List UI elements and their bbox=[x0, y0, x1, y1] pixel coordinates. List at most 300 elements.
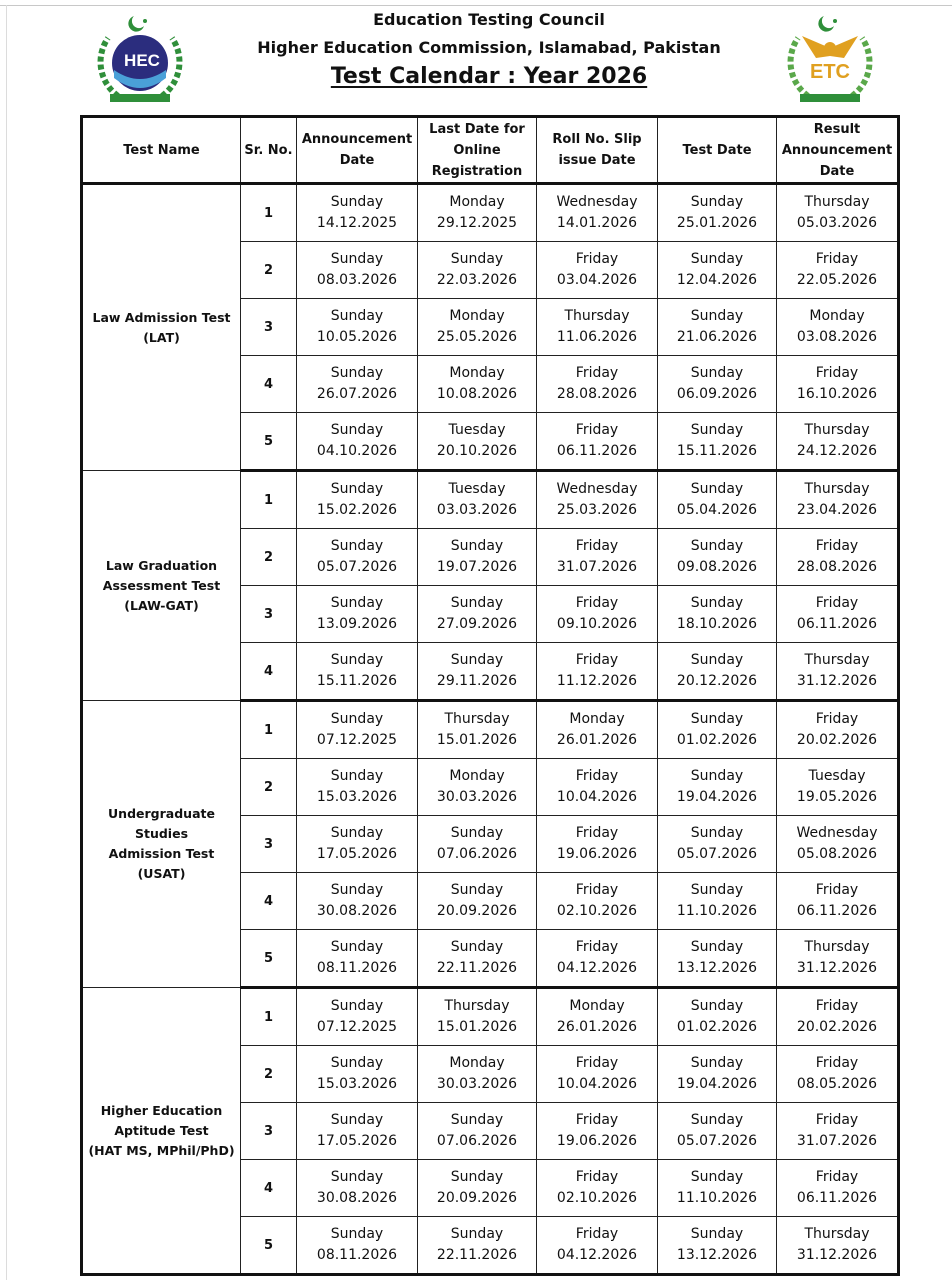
serial-number-cell: 3 bbox=[241, 299, 297, 356]
date-value: 22.11.2026 bbox=[436, 1247, 518, 1263]
date-value: 16.10.2026 bbox=[796, 386, 878, 402]
date-cell bbox=[658, 1217, 777, 1275]
date-value: 03.04.2026 bbox=[556, 272, 638, 288]
weekday: Sunday bbox=[450, 939, 504, 955]
weekday: Thursday bbox=[444, 998, 510, 1014]
weekday: Sunday bbox=[450, 1112, 504, 1128]
weekday: Friday bbox=[575, 1226, 619, 1242]
date-value: 19.07.2026 bbox=[436, 559, 518, 575]
document-header bbox=[0, 8, 952, 113]
column-header: Result Announcement Date bbox=[777, 117, 899, 184]
date-cell bbox=[658, 701, 777, 759]
weekday: Sunday bbox=[690, 194, 744, 210]
date-value: 01.02.2026 bbox=[676, 1019, 758, 1035]
date-cell bbox=[537, 242, 658, 299]
date-cell bbox=[777, 471, 899, 529]
date-value: 19.04.2026 bbox=[676, 1076, 758, 1092]
date-value: 15.02.2026 bbox=[316, 502, 398, 518]
date-cell bbox=[777, 701, 899, 759]
date-value: 30.03.2026 bbox=[436, 1076, 518, 1092]
weekday: Monday bbox=[809, 308, 865, 324]
date-cell bbox=[537, 413, 658, 471]
weekday: Monday bbox=[569, 998, 625, 1014]
test-name-line: (LAW-GAT) bbox=[124, 597, 199, 613]
date-cell bbox=[418, 413, 537, 471]
weekday: Friday bbox=[815, 711, 859, 727]
date-value: 08.11.2026 bbox=[316, 1247, 398, 1263]
date-cell bbox=[297, 1217, 418, 1275]
date-value: 08.05.2026 bbox=[796, 1076, 878, 1092]
date-value: 22.05.2026 bbox=[796, 272, 878, 288]
weekday: Sunday bbox=[450, 595, 504, 611]
weekday: Sunday bbox=[690, 882, 744, 898]
date-value: 22.11.2026 bbox=[436, 960, 518, 976]
date-cell bbox=[297, 471, 418, 529]
weekday: Monday bbox=[449, 768, 505, 784]
date-cell bbox=[418, 242, 537, 299]
date-cell bbox=[658, 299, 777, 356]
weekday: Friday bbox=[815, 882, 859, 898]
serial-number-cell: 1 bbox=[241, 471, 297, 529]
weekday: Thursday bbox=[564, 308, 630, 324]
test-name-cell bbox=[82, 988, 241, 1275]
weekday: Friday bbox=[815, 1169, 859, 1185]
date-value: 03.08.2026 bbox=[796, 329, 878, 345]
date-value: 08.03.2026 bbox=[316, 272, 398, 288]
date-value: 26.01.2026 bbox=[556, 1019, 638, 1035]
date-value: 06.11.2026 bbox=[796, 903, 878, 919]
weekday: Sunday bbox=[690, 711, 744, 727]
date-value: 31.12.2026 bbox=[796, 673, 878, 689]
date-cell bbox=[777, 816, 899, 873]
date-cell bbox=[777, 184, 899, 242]
date-value: 26.01.2026 bbox=[556, 732, 638, 748]
weekday: Sunday bbox=[690, 768, 744, 784]
weekday: Sunday bbox=[330, 1055, 384, 1071]
weekday: Sunday bbox=[690, 1226, 744, 1242]
date-cell bbox=[777, 988, 899, 1046]
date-value: 20.09.2026 bbox=[436, 1190, 518, 1206]
date-value: 15.03.2026 bbox=[316, 789, 398, 805]
date-value: 19.04.2026 bbox=[676, 789, 758, 805]
date-value: 05.08.2026 bbox=[796, 846, 878, 862]
date-cell bbox=[537, 1046, 658, 1103]
date-value: 07.12.2025 bbox=[316, 732, 398, 748]
weekday: Sunday bbox=[690, 652, 744, 668]
date-value: 24.12.2026 bbox=[796, 443, 878, 459]
commission-name: Higher Education Commission, Islamabad, Pakistan bbox=[257, 38, 721, 57]
date-cell bbox=[658, 873, 777, 930]
weekday: Sunday bbox=[690, 595, 744, 611]
date-cell bbox=[297, 413, 418, 471]
date-cell bbox=[418, 299, 537, 356]
date-value: 30.08.2026 bbox=[316, 1190, 398, 1206]
test-name-line: Law Admission Test bbox=[92, 309, 231, 325]
date-cell bbox=[658, 1160, 777, 1217]
date-value: 06.11.2026 bbox=[796, 1190, 878, 1206]
council-name: Education Testing Council bbox=[373, 10, 605, 29]
weekday: Thursday bbox=[804, 194, 870, 210]
serial-number-cell: 1 bbox=[241, 184, 297, 242]
weekday: Sunday bbox=[690, 538, 744, 554]
weekday: Tuesday bbox=[448, 481, 506, 497]
date-cell bbox=[537, 356, 658, 413]
date-value: 13.12.2026 bbox=[676, 960, 758, 976]
weekday: Friday bbox=[815, 538, 859, 554]
date-value: 31.07.2026 bbox=[556, 559, 638, 575]
serial-number-cell: 3 bbox=[241, 586, 297, 643]
weekday: Sunday bbox=[330, 882, 384, 898]
weekday: Sunday bbox=[690, 365, 744, 381]
date-value: 19.06.2026 bbox=[556, 1133, 638, 1149]
weekday: Friday bbox=[575, 251, 619, 267]
weekday: Sunday bbox=[450, 1169, 504, 1185]
test-name-cell bbox=[82, 701, 241, 988]
date-cell bbox=[777, 1160, 899, 1217]
date-cell bbox=[418, 988, 537, 1046]
weekday: Sunday bbox=[330, 422, 384, 438]
serial-number-cell: 4 bbox=[241, 356, 297, 413]
weekday: Sunday bbox=[330, 998, 384, 1014]
date-cell bbox=[537, 299, 658, 356]
date-cell bbox=[658, 1046, 777, 1103]
date-cell bbox=[777, 242, 899, 299]
test-name-line: Admission Test bbox=[108, 846, 215, 861]
date-cell bbox=[297, 1046, 418, 1103]
test-calendar-table bbox=[80, 115, 900, 1276]
table-row bbox=[82, 988, 899, 1046]
date-value: 23.04.2026 bbox=[796, 502, 878, 518]
serial-number-cell: 5 bbox=[241, 413, 297, 471]
date-cell bbox=[537, 930, 658, 988]
date-cell bbox=[658, 643, 777, 701]
weekday: Sunday bbox=[330, 768, 384, 784]
weekday: Sunday bbox=[450, 1226, 504, 1242]
weekday: Sunday bbox=[330, 251, 384, 267]
date-value: 22.03.2026 bbox=[436, 272, 518, 288]
date-value: 29.12.2025 bbox=[436, 215, 518, 231]
date-cell bbox=[658, 413, 777, 471]
etc-logo bbox=[780, 8, 880, 108]
weekday: Wednesday bbox=[556, 481, 638, 497]
date-cell bbox=[297, 184, 418, 242]
serial-number-cell: 3 bbox=[241, 816, 297, 873]
test-name-line: Undergraduate Studies bbox=[108, 806, 215, 841]
weekday: Sunday bbox=[330, 939, 384, 955]
date-value: 15.01.2026 bbox=[436, 1019, 518, 1035]
date-cell bbox=[658, 988, 777, 1046]
test-name-cell bbox=[82, 184, 241, 471]
weekday: Sunday bbox=[330, 308, 384, 324]
column-header: Sr. No. bbox=[241, 117, 297, 184]
date-cell bbox=[537, 1217, 658, 1275]
date-cell bbox=[658, 759, 777, 816]
date-cell bbox=[777, 643, 899, 701]
weekday: Sunday bbox=[690, 1112, 744, 1128]
weekday: Thursday bbox=[804, 422, 870, 438]
date-cell bbox=[777, 1046, 899, 1103]
serial-number-cell: 2 bbox=[241, 759, 297, 816]
date-value: 11.06.2026 bbox=[556, 329, 638, 345]
date-cell bbox=[777, 1103, 899, 1160]
date-value: 15.01.2026 bbox=[436, 732, 518, 748]
column-header: Announcement Date bbox=[297, 117, 418, 184]
date-value: 10.08.2026 bbox=[436, 386, 518, 402]
date-value: 14.01.2026 bbox=[556, 215, 638, 231]
weekday: Friday bbox=[575, 1112, 619, 1128]
weekday: Sunday bbox=[330, 1169, 384, 1185]
date-value: 13.12.2026 bbox=[676, 1247, 758, 1263]
test-name-line: (USAT) bbox=[137, 866, 186, 881]
date-cell bbox=[777, 759, 899, 816]
date-value: 10.05.2026 bbox=[316, 329, 398, 345]
weekday: Sunday bbox=[450, 538, 504, 554]
date-cell bbox=[537, 1160, 658, 1217]
weekday: Sunday bbox=[330, 652, 384, 668]
test-name-line: Aptitude Test bbox=[114, 1122, 209, 1138]
weekday: Friday bbox=[575, 652, 619, 668]
date-cell bbox=[297, 529, 418, 586]
weekday: Thursday bbox=[804, 481, 870, 497]
date-value: 02.10.2026 bbox=[556, 903, 638, 919]
date-cell bbox=[777, 1217, 899, 1275]
date-cell bbox=[658, 184, 777, 242]
date-cell bbox=[537, 816, 658, 873]
weekday: Friday bbox=[815, 1055, 859, 1071]
date-cell bbox=[297, 299, 418, 356]
date-value: 04.10.2026 bbox=[316, 443, 398, 459]
weekday: Sunday bbox=[690, 481, 744, 497]
date-cell bbox=[297, 759, 418, 816]
weekday: Sunday bbox=[690, 251, 744, 267]
weekday: Friday bbox=[575, 422, 619, 438]
weekday: Friday bbox=[575, 939, 619, 955]
weekday: Friday bbox=[815, 595, 859, 611]
serial-number-cell: 1 bbox=[241, 701, 297, 759]
weekday: Wednesday bbox=[556, 194, 638, 210]
column-header: Test Name bbox=[82, 117, 241, 184]
date-cell bbox=[297, 1103, 418, 1160]
weekday: Sunday bbox=[450, 825, 504, 841]
date-value: 14.12.2025 bbox=[316, 215, 398, 231]
date-cell bbox=[297, 586, 418, 643]
date-value: 05.07.2026 bbox=[676, 846, 758, 862]
date-cell bbox=[418, 529, 537, 586]
date-cell bbox=[418, 184, 537, 242]
date-value: 19.05.2026 bbox=[796, 789, 878, 805]
weekday: Sunday bbox=[690, 422, 744, 438]
weekday: Monday bbox=[449, 365, 505, 381]
date-cell bbox=[297, 356, 418, 413]
serial-number-cell: 4 bbox=[241, 643, 297, 701]
date-value: 31.07.2026 bbox=[796, 1133, 878, 1149]
date-value: 19.06.2026 bbox=[556, 846, 638, 862]
column-header: Test Date bbox=[658, 117, 777, 184]
date-cell bbox=[658, 529, 777, 586]
date-cell bbox=[297, 873, 418, 930]
date-cell bbox=[537, 1103, 658, 1160]
date-cell bbox=[297, 816, 418, 873]
weekday: Monday bbox=[449, 194, 505, 210]
date-value: 11.10.2026 bbox=[676, 903, 758, 919]
date-value: 15.03.2026 bbox=[316, 1076, 398, 1092]
serial-number-cell: 2 bbox=[241, 1046, 297, 1103]
date-value: 25.01.2026 bbox=[676, 215, 758, 231]
weekday: Sunday bbox=[330, 538, 384, 554]
date-value: 18.10.2026 bbox=[676, 616, 758, 632]
weekday: Sunday bbox=[330, 825, 384, 841]
table-row bbox=[82, 184, 899, 242]
weekday: Sunday bbox=[330, 595, 384, 611]
date-value: 06.11.2026 bbox=[796, 616, 878, 632]
date-value: 06.11.2026 bbox=[556, 443, 638, 459]
date-cell bbox=[777, 413, 899, 471]
weekday: Friday bbox=[575, 365, 619, 381]
etc-logo-text: ETC bbox=[810, 61, 850, 83]
date-value: 15.11.2026 bbox=[316, 673, 398, 689]
weekday: Sunday bbox=[690, 998, 744, 1014]
weekday: Tuesday bbox=[808, 768, 866, 784]
weekday: Sunday bbox=[450, 652, 504, 668]
date-cell bbox=[537, 701, 658, 759]
date-cell bbox=[418, 930, 537, 988]
date-cell bbox=[418, 643, 537, 701]
date-cell bbox=[658, 1103, 777, 1160]
date-cell bbox=[418, 471, 537, 529]
date-cell bbox=[297, 988, 418, 1046]
date-cell bbox=[537, 184, 658, 242]
weekday: Tuesday bbox=[448, 422, 506, 438]
date-cell bbox=[537, 988, 658, 1046]
test-name-line: (HAT MS, MPhil/PhD) bbox=[88, 1142, 235, 1158]
date-cell bbox=[658, 242, 777, 299]
weekday: Monday bbox=[569, 711, 625, 727]
weekday: Friday bbox=[575, 768, 619, 784]
page-top-border bbox=[0, 5, 952, 6]
weekday: Sunday bbox=[330, 1226, 384, 1242]
page-left-border bbox=[6, 5, 7, 1280]
table-body bbox=[82, 184, 899, 1275]
date-cell bbox=[418, 1046, 537, 1103]
weekday: Monday bbox=[449, 1055, 505, 1071]
date-value: 02.10.2026 bbox=[556, 1190, 638, 1206]
date-value: 08.11.2026 bbox=[316, 960, 398, 976]
date-cell bbox=[658, 356, 777, 413]
header-row bbox=[82, 117, 899, 184]
weekday: Friday bbox=[575, 882, 619, 898]
date-cell bbox=[418, 356, 537, 413]
date-cell bbox=[658, 471, 777, 529]
date-cell bbox=[777, 586, 899, 643]
date-cell bbox=[537, 873, 658, 930]
date-cell bbox=[777, 299, 899, 356]
date-cell bbox=[297, 242, 418, 299]
date-value: 20.02.2026 bbox=[796, 1019, 878, 1035]
serial-number-cell: 2 bbox=[241, 529, 297, 586]
test-name-line: Assessment Test bbox=[102, 577, 221, 593]
date-cell bbox=[418, 586, 537, 643]
date-value: 04.12.2026 bbox=[556, 960, 638, 976]
weekday: Friday bbox=[815, 1112, 859, 1128]
weekday: Thursday bbox=[444, 711, 510, 727]
date-cell bbox=[537, 586, 658, 643]
weekday: Friday bbox=[815, 365, 859, 381]
date-cell bbox=[418, 701, 537, 759]
date-value: 20.12.2026 bbox=[676, 673, 758, 689]
weekday: Wednesday bbox=[796, 825, 878, 841]
weekday: Sunday bbox=[330, 1112, 384, 1128]
weekday: Monday bbox=[449, 308, 505, 324]
date-cell bbox=[418, 873, 537, 930]
date-value: 05.07.2026 bbox=[316, 559, 398, 575]
date-value: 07.12.2025 bbox=[316, 1019, 398, 1035]
weekday: Sunday bbox=[690, 939, 744, 955]
date-cell bbox=[418, 1160, 537, 1217]
weekday: Friday bbox=[815, 251, 859, 267]
weekday: Sunday bbox=[450, 882, 504, 898]
date-value: 01.02.2026 bbox=[676, 732, 758, 748]
date-value: 07.06.2026 bbox=[436, 1133, 518, 1149]
date-cell bbox=[418, 759, 537, 816]
date-cell bbox=[777, 356, 899, 413]
table-row bbox=[82, 701, 899, 759]
column-header: Roll No. Slip issue Date bbox=[537, 117, 658, 184]
weekday: Thursday bbox=[804, 939, 870, 955]
date-value: 29.11.2026 bbox=[436, 673, 518, 689]
date-value: 20.02.2026 bbox=[796, 732, 878, 748]
date-cell bbox=[777, 529, 899, 586]
date-value: 20.10.2026 bbox=[436, 443, 518, 459]
date-value: 12.04.2026 bbox=[676, 272, 758, 288]
date-value: 30.03.2026 bbox=[436, 789, 518, 805]
weekday: Friday bbox=[575, 595, 619, 611]
weekday: Friday bbox=[575, 1055, 619, 1071]
date-value: 28.08.2026 bbox=[796, 559, 878, 575]
date-cell bbox=[418, 1217, 537, 1275]
date-value: 25.03.2026 bbox=[556, 502, 638, 518]
date-cell bbox=[537, 643, 658, 701]
weekday: Sunday bbox=[690, 1055, 744, 1071]
date-cell bbox=[777, 873, 899, 930]
hec-logo-text: HEC bbox=[124, 51, 160, 70]
date-value: 05.03.2026 bbox=[796, 215, 878, 231]
weekday: Sunday bbox=[690, 308, 744, 324]
test-name-line: Higher Education bbox=[100, 1102, 223, 1118]
date-value: 31.12.2026 bbox=[796, 960, 878, 976]
weekday: Sunday bbox=[450, 251, 504, 267]
date-value: 03.03.2026 bbox=[436, 502, 518, 518]
date-cell bbox=[297, 1160, 418, 1217]
weekday: Thursday bbox=[804, 1226, 870, 1242]
weekday: Sunday bbox=[690, 1169, 744, 1185]
table-row bbox=[82, 471, 899, 529]
weekday: Sunday bbox=[690, 825, 744, 841]
page-title: Test Calendar : Year 2026 bbox=[330, 64, 648, 89]
date-value: 06.09.2026 bbox=[676, 386, 758, 402]
date-cell bbox=[777, 930, 899, 988]
weekday: Thursday bbox=[804, 652, 870, 668]
date-value: 17.05.2026 bbox=[316, 1133, 398, 1149]
test-name-cell bbox=[82, 471, 241, 701]
test-name-line: Law Graduation bbox=[105, 557, 218, 573]
serial-number-cell: 3 bbox=[241, 1103, 297, 1160]
serial-number-cell: 1 bbox=[241, 988, 297, 1046]
weekday: Friday bbox=[815, 998, 859, 1014]
date-value: 09.10.2026 bbox=[556, 616, 638, 632]
date-cell bbox=[418, 1103, 537, 1160]
weekday: Friday bbox=[575, 1169, 619, 1185]
date-value: 10.04.2026 bbox=[556, 1076, 638, 1092]
